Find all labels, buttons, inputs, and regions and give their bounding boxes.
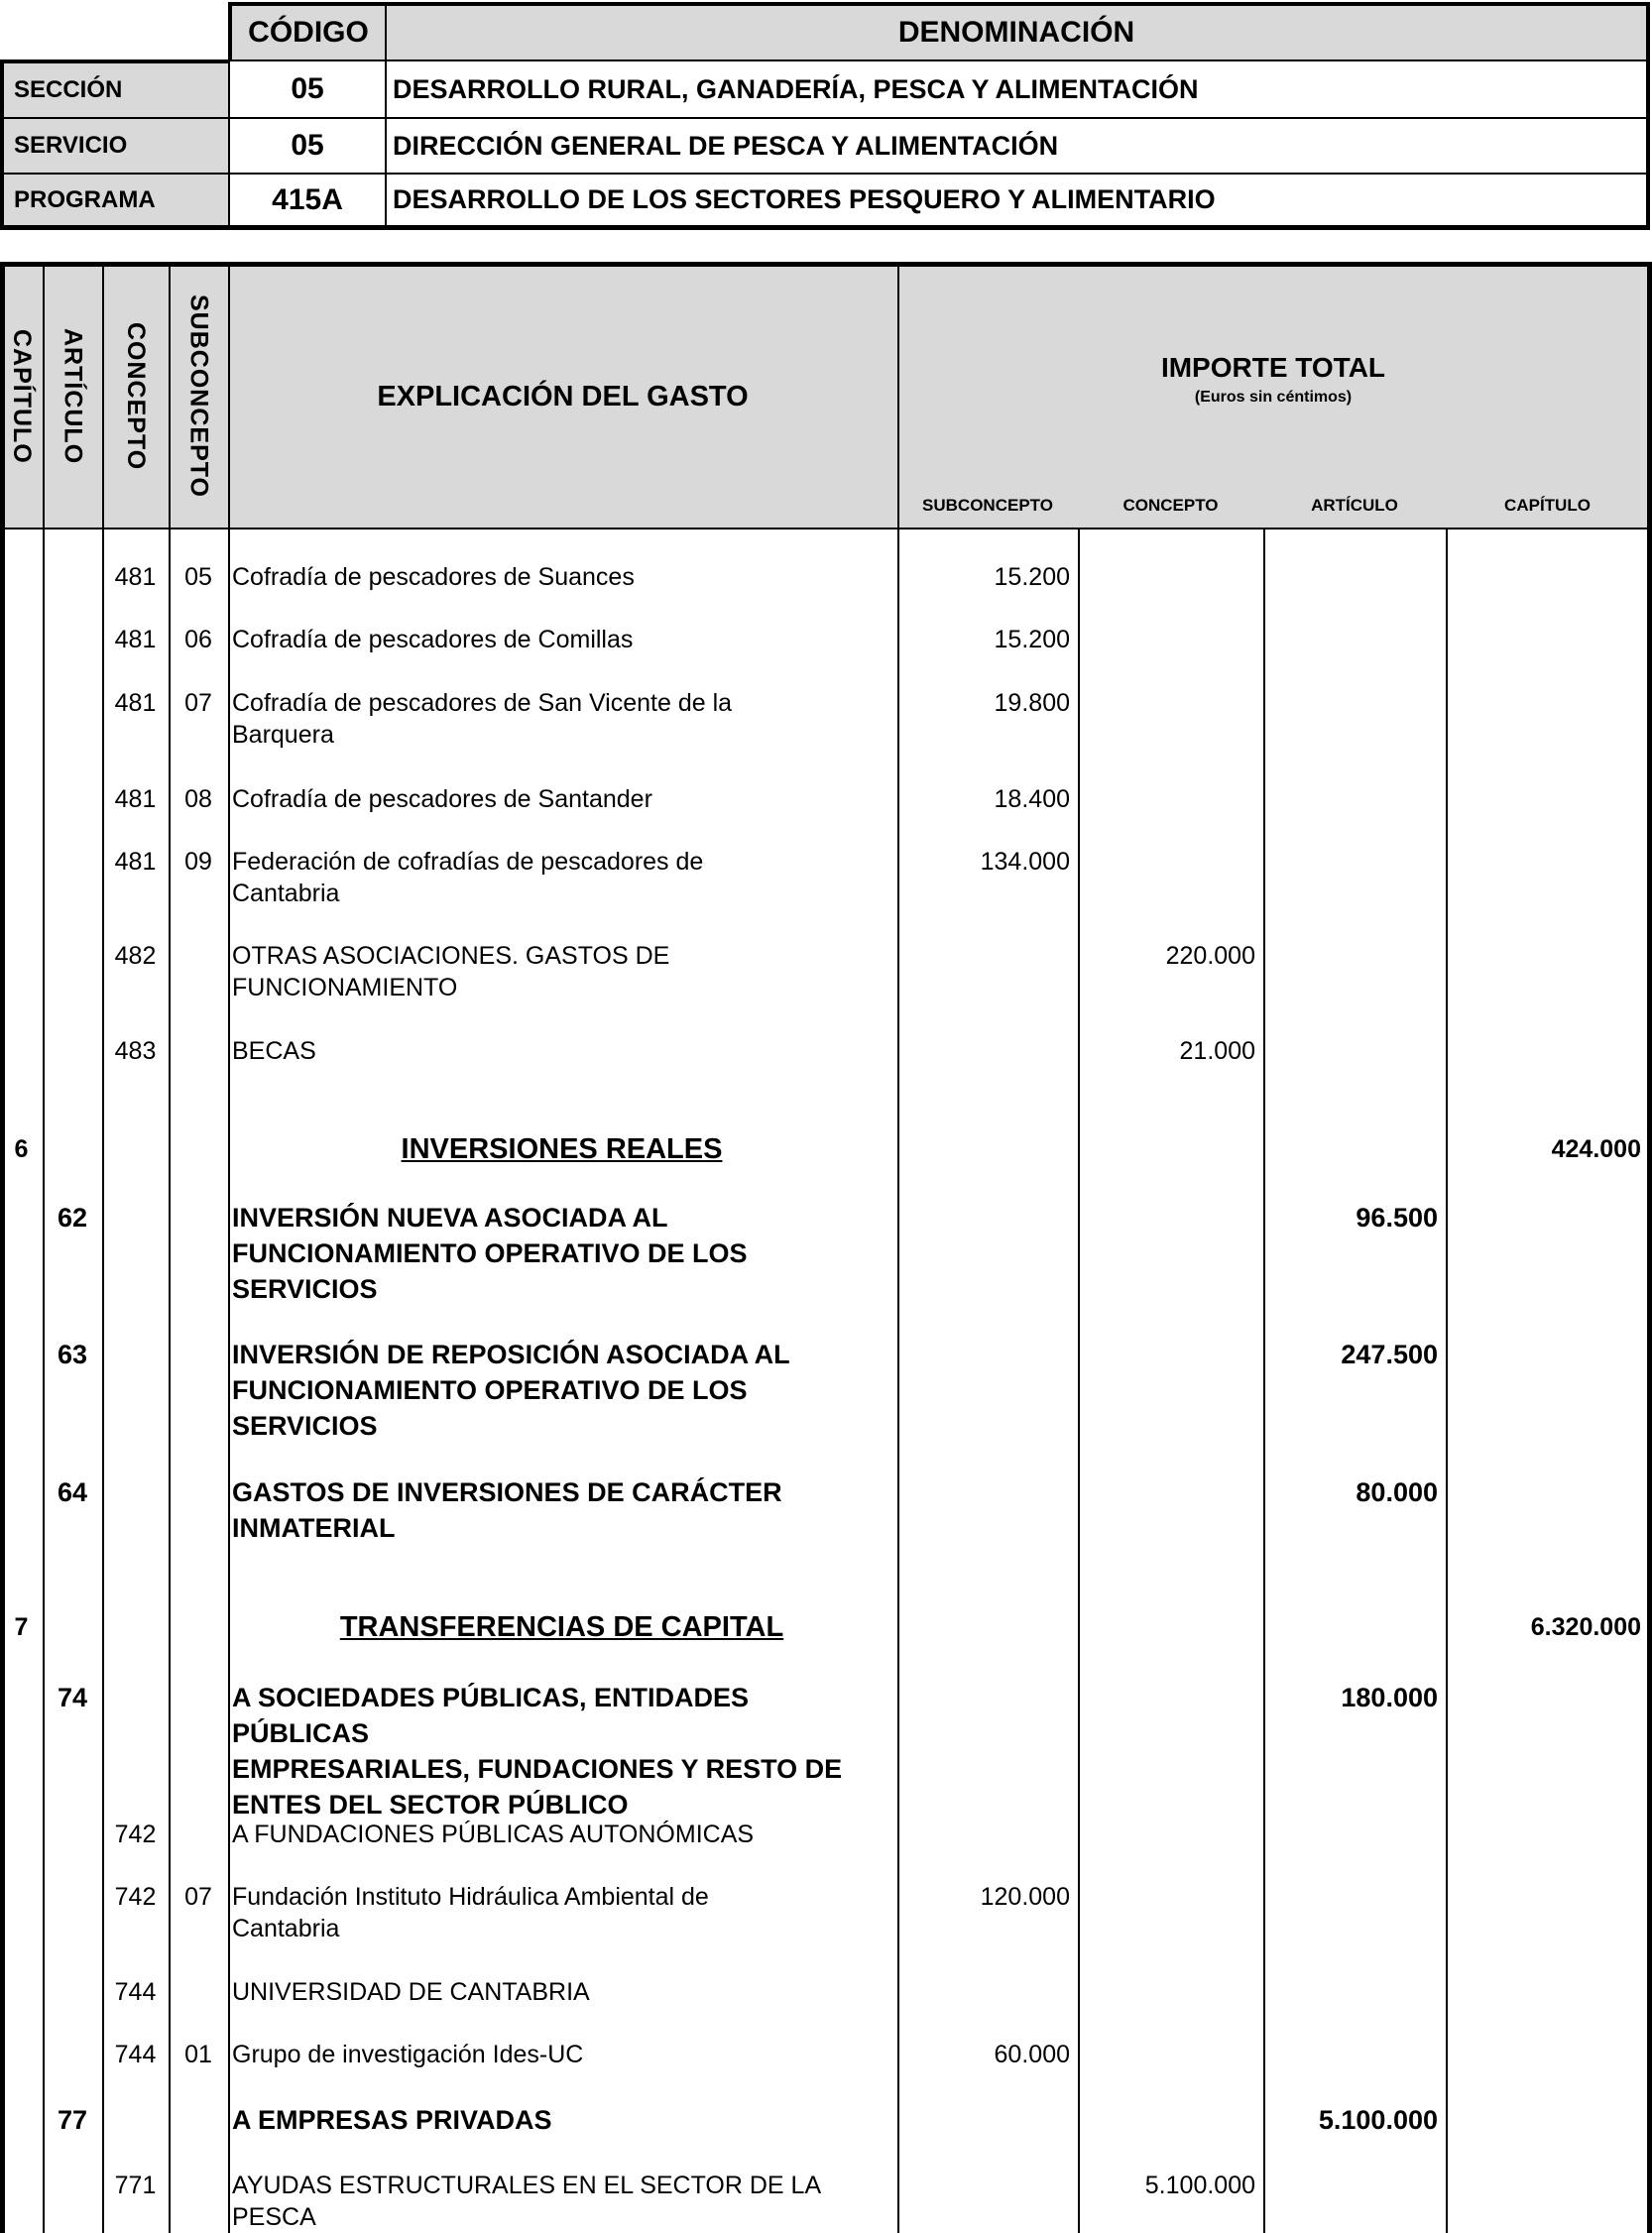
expense-description: UNIVERSIDAD DE CANTABRIA <box>232 1978 590 2006</box>
code-sub: 01 <box>184 2041 212 2068</box>
header-importe-total: IMPORTE TOTAL <box>1160 352 1386 383</box>
expense-description: Cofradía de pescadores de Santander <box>232 785 652 813</box>
codigo-header: CÓDIGO <box>228 2 387 61</box>
code-con: 742 <box>114 1821 157 1848</box>
code-con: 771 <box>114 2172 157 2199</box>
amount-sub: 19.800 <box>994 689 1070 717</box>
table-column-divider <box>43 262 45 2233</box>
amount-art: 96.500 <box>1356 1203 1438 1233</box>
expense-description: Cofradía de pescadores de San Vicente de la Barquera <box>232 689 733 749</box>
amount-sub: 120.000 <box>980 1883 1070 1911</box>
denominacion-header: DENOMINACIÓN <box>385 2 1650 61</box>
expense-description: Fundación Instituto Hidráulica Ambiental de Cantabria <box>232 1883 709 1942</box>
table-column-divider <box>897 262 899 2233</box>
code-cap: 6 <box>14 1135 29 1163</box>
amount-cap: 424.000 <box>1551 1135 1641 1163</box>
code-con: 481 <box>114 848 157 876</box>
amount-sub: 18.400 <box>994 785 1070 813</box>
table-column-divider <box>0 262 5 2233</box>
table-column-divider <box>169 262 171 2233</box>
header-capitulo: CAPÍTULO <box>8 329 36 464</box>
servicio-name: DIRECCIÓN GENERAL DE PESCA Y ALIMENTACIÓN <box>385 117 1650 175</box>
code-con: 742 <box>114 1883 157 1911</box>
expense-description: AYUDAS ESTRUCTURALES EN EL SECTOR DE LA PESCA <box>232 2172 820 2231</box>
code-con: 481 <box>114 689 157 717</box>
amount-con: 5.100.000 <box>1144 2172 1255 2199</box>
amount-con: 21.000 <box>1179 1037 1255 1065</box>
amount-cap: 6.320.000 <box>1530 1613 1641 1641</box>
amount-column-divider <box>1446 529 1448 2233</box>
header-concepto: CONCEPTO <box>122 322 150 471</box>
amount-sub: 60.000 <box>994 2041 1070 2068</box>
header-subconcepto: SUBCONCEPTO <box>184 294 213 499</box>
code-art: 77 <box>57 2105 88 2135</box>
programa-label: PROGRAMA <box>0 173 230 230</box>
expense-description: INVERSIÓN NUEVA ASOCIADA AL FUNCIONAMIENTO OPERATIVO DE LOS SERVICIOS <box>232 1203 748 1304</box>
amount-sub: 134.000 <box>980 848 1070 876</box>
code-art: 62 <box>57 1203 88 1233</box>
amount-art: 247.500 <box>1341 1340 1438 1369</box>
code-con: 481 <box>114 563 157 591</box>
header-amt-subconcepto: SUBCONCEPTO <box>922 496 1053 515</box>
expense-description: Cofradía de pescadores de Comillas <box>232 626 634 653</box>
expense-description: GASTOS DE INVERSIONES DE CARÁCTER INMATERIAL <box>232 1477 782 1543</box>
header-amt-articulo: ARTÍCULO <box>1311 496 1398 515</box>
code-art: 74 <box>57 1683 88 1712</box>
expense-description: Grupo de investigación Ides-UC <box>232 2041 584 2068</box>
amount-art: 180.000 <box>1341 1683 1438 1712</box>
code-con: 483 <box>114 1037 157 1065</box>
code-con: 481 <box>114 626 157 653</box>
code-con: 482 <box>114 942 157 970</box>
code-con: 481 <box>114 785 157 813</box>
code-sub: 07 <box>184 1883 212 1911</box>
expense-description: A FUNDACIONES PÚBLICAS AUTONÓMICAS <box>232 1821 755 1848</box>
code-sub: 09 <box>184 848 212 876</box>
expense-description: INVERSIONES REALES <box>401 1133 723 1165</box>
header-amt-concepto: CONCEPTO <box>1122 496 1219 515</box>
code-cap: 7 <box>14 1613 29 1641</box>
expense-description: TRANSFERENCIAS DE CAPITAL <box>339 1611 784 1643</box>
seccion-name: DESARROLLO RURAL, GANADERÍA, PESCA Y ALIMENTACIÓN <box>385 59 1650 119</box>
code-sub: 07 <box>184 689 212 717</box>
amount-sub: 15.200 <box>994 626 1070 653</box>
servicio-code: 05 <box>228 117 387 175</box>
amount-column-divider <box>1078 529 1080 2233</box>
header-amt-capitulo: CAPÍTULO <box>1504 496 1591 515</box>
expense-description: INVERSIÓN DE REPOSICIÓN ASOCIADA AL FUNCIONAMIENTO OPERATIVO DE LOS SERVICIOS <box>232 1340 790 1441</box>
table-column-divider <box>228 262 230 2233</box>
table-column-divider <box>1647 262 1652 2233</box>
expense-description: A EMPRESAS PRIVADAS <box>232 2105 552 2135</box>
amount-sub: 15.200 <box>994 563 1070 591</box>
expense-description: OTRAS ASOCIACIONES. GASTOS DE FUNCIONAMIENTO <box>232 942 670 1001</box>
header-explicacion: EXPLICACIÓN DEL GASTO <box>377 381 749 412</box>
expense-description: BECAS <box>232 1037 316 1065</box>
amount-art: 5.100.000 <box>1318 2105 1438 2135</box>
code-sub: 06 <box>184 626 212 653</box>
programa-name: DESARROLLO DE LOS SECTORES PESQUERO Y ALIMENTARIO <box>385 173 1650 230</box>
programa-code: 415A <box>228 173 387 230</box>
expense-description: Cofradía de pescadores de Suances <box>232 563 635 591</box>
code-con: 744 <box>114 2041 157 2068</box>
seccion-code: 05 <box>228 59 387 119</box>
table-column-divider <box>102 262 104 2233</box>
code-sub: 08 <box>184 785 212 813</box>
expense-description: Federación de cofradías de pescadores de Cantabria <box>232 848 704 907</box>
header-importe-note: (Euros sin céntimos) <box>1194 389 1353 406</box>
header-articulo: ARTÍCULO <box>59 328 87 465</box>
code-art: 63 <box>57 1340 88 1369</box>
amount-con: 220.000 <box>1165 942 1255 970</box>
amount-column-divider <box>1263 529 1265 2233</box>
servicio-label: SERVICIO <box>0 117 230 175</box>
code-art: 64 <box>57 1477 88 1507</box>
amount-art: 80.000 <box>1356 1477 1438 1507</box>
expense-description: A SOCIEDADES PÚBLICAS, ENTIDADES PÚBLICAS EMPRESARIALES, FUNDACIONES Y RESTO DE ENTES DEL SECTOR PÚBLICO <box>232 1683 843 1820</box>
code-con: 744 <box>114 1978 157 2006</box>
seccion-label: SECCIÓN <box>0 59 230 119</box>
code-sub: 05 <box>184 563 212 591</box>
